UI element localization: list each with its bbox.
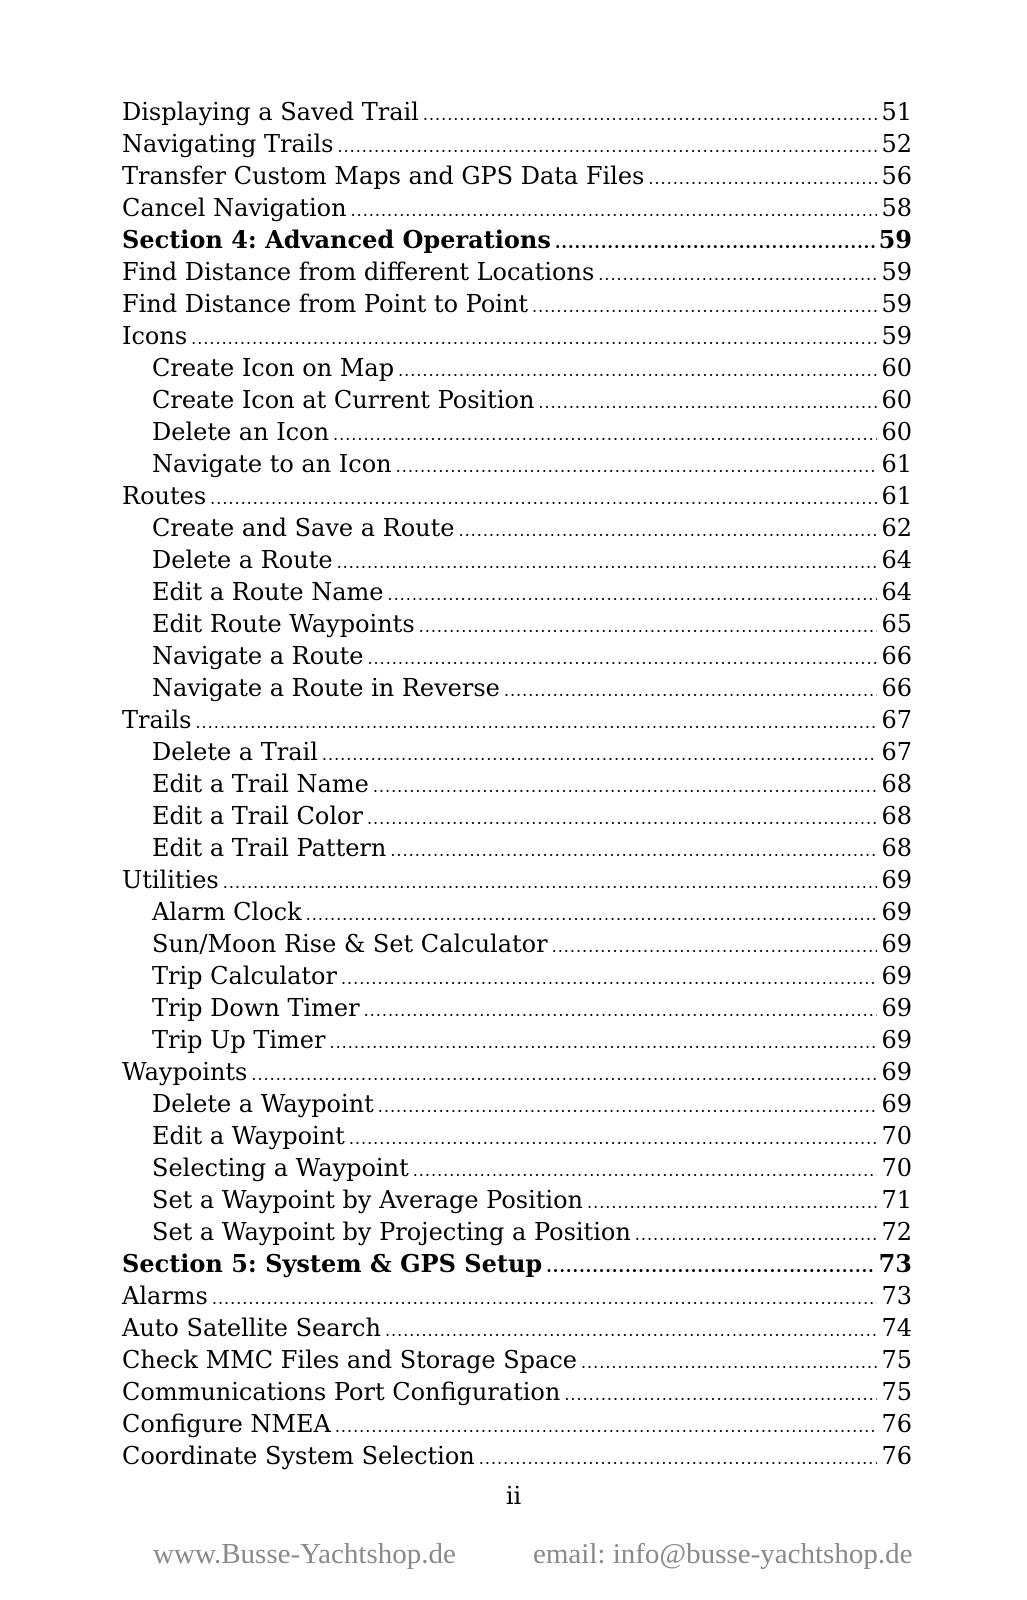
toc-entry [122,1088,912,1120]
toc-entry-title: Waypoints [122,1058,248,1086]
toc-entry-title: Create Icon on Map [152,354,395,382]
toc-dot-leader [564,1379,877,1411]
toc-entry-page: 59 [878,225,912,254]
toc-dot-leader [390,835,877,867]
toc-dot-leader [212,1283,878,1315]
toc-entry-title: Edit a Trail Color [152,802,363,830]
toc-dot-leader [423,99,878,131]
toc-entry-page: 51 [881,98,912,126]
toc-entry-page: 56 [881,162,912,190]
toc-entry-page: 59 [881,290,912,318]
toc-dot-leader [378,1091,878,1123]
toc-entry [122,288,912,320]
toc-dot-leader [504,675,878,707]
toc-entry-title: Trip Up Timer [152,1026,326,1054]
toc-entry-title: Delete a Route [152,546,333,574]
toc-dot-leader [349,1123,878,1155]
toc-entry-title: Auto Satellite Search [122,1314,381,1342]
toc-entry [122,96,912,128]
toc-entry [122,416,912,448]
toc-entry-page: 65 [881,610,912,638]
toc-entry [122,672,912,704]
toc-entry-page: 68 [881,770,912,798]
toc-dot-leader [398,355,877,387]
toc-entry-title: Set a Waypoint by Average Position [152,1186,584,1214]
toc-dot-leader [364,995,878,1027]
toc-dot-leader [306,899,878,931]
toc-entry-page: 69 [881,1090,912,1118]
toc-entry-title: Coordinate System Selection [122,1442,475,1470]
toc-entry [122,1280,912,1312]
toc-dot-leader [555,227,875,259]
toc-entry-title: Section 5: System & GPS Setup [122,1249,543,1278]
toc-entry-page: 69 [881,930,912,958]
toc-entry-title: Navigate to an Icon [152,450,392,478]
toc-dot-leader [532,291,877,323]
toc-entry [122,512,912,544]
toc-entry [122,1408,912,1440]
toc-entry [122,1440,912,1472]
toc-dot-leader [396,451,878,483]
toc-dot-leader [333,419,877,451]
toc-dot-leader [210,483,877,515]
toc-dot-leader [538,387,877,419]
toc-entry-title: Edit Route Waypoints [152,610,415,638]
toc-entry-title: Delete a Waypoint [152,1090,374,1118]
toc-entry-title: Find Distance from Point to Point [122,290,529,318]
toc-dot-leader [367,803,878,835]
toc-entry-page: 60 [881,386,912,414]
toc-entry-title: Navigating Trails [122,130,334,158]
toc-section-heading [122,224,912,256]
toc-entry-page: 66 [881,642,912,670]
toc-entry-page: 52 [881,130,912,158]
toc-entry-title: Edit a Waypoint [152,1122,345,1150]
toc-dot-leader [648,163,877,195]
toc-entry [122,1120,912,1152]
toc-dot-leader [546,1251,874,1283]
toc-entry-title: Navigate a Route [152,642,364,670]
toc-entry-title: Create and Save a Route [152,514,455,542]
toc-entry [122,384,912,416]
toc-entry-title: Trip Calculator [152,962,337,990]
toc-entry [122,960,912,992]
toc-section-heading [122,1248,912,1280]
toc-entry-title: Trip Down Timer [152,994,360,1022]
toc-entry-title: Trails [122,706,192,734]
toc-entry-page: 70 [881,1122,912,1150]
toc-entry-page: 62 [881,514,912,542]
toc-entry-title: Edit a Trail Pattern [152,834,387,862]
toc-dot-leader [251,1059,877,1091]
toc-entry-title: Edit a Route Name [152,578,384,606]
toc-dot-leader [341,963,878,995]
footer-email: email: info@busse-yachtshop.de [533,1538,913,1570]
toc-entry-page: 60 [881,418,912,446]
toc-dot-leader [388,579,878,611]
toc-entry-page: 64 [881,578,912,606]
toc-entry-page: 70 [881,1154,912,1182]
toc-entry-page: 64 [881,546,912,574]
toc-entry [122,1056,912,1088]
toc-dot-leader [373,771,878,803]
toc-entry-page: 69 [881,962,912,990]
toc-entry-page: 69 [881,898,912,926]
toc-entry [122,1376,912,1408]
toc-dot-leader [479,1443,878,1475]
toc-entry-page: 72 [881,1218,912,1246]
toc-dot-leader [223,867,878,899]
toc-dot-leader [367,643,877,675]
toc-entry-page: 75 [881,1378,912,1406]
toc-entry-title: Edit a Trail Name [152,770,369,798]
toc-entry-title: Communications Port Configuration [122,1378,561,1406]
toc-entry-page: 76 [881,1410,912,1438]
toc-entry-page: 75 [881,1346,912,1374]
toc-entry-page: 60 [881,354,912,382]
page-number: ii [505,1482,522,1510]
toc-entry-title: Utilities [122,866,219,894]
toc-entry [122,896,912,928]
toc-dot-leader [195,707,877,739]
toc-entry [122,704,912,736]
toc-dot-leader [587,1187,877,1219]
toc-dot-leader [337,547,878,579]
toc-entry [122,992,912,1024]
toc-entry [122,608,912,640]
toc-dot-leader [385,1315,878,1347]
toc-entry [122,800,912,832]
toc-entry [122,1184,912,1216]
toc-entry [122,576,912,608]
toc-entry [122,352,912,384]
toc-dot-leader [413,1155,878,1187]
toc-entry-page: 59 [881,258,912,286]
toc-dot-leader [635,1219,878,1251]
toc-entry [122,864,912,896]
toc-entry-page: 71 [881,1186,912,1214]
toc-entry-title: Navigate a Route in Reverse [152,674,500,702]
toc-entry [122,1344,912,1376]
toc-entry [122,928,912,960]
toc-entry [122,1024,912,1056]
toc-entry-page: 69 [881,994,912,1022]
toc-entry [122,1152,912,1184]
toc-dot-leader [329,1027,877,1059]
toc-entry [122,192,912,224]
toc-dot-leader [552,931,878,963]
toc-entry-title: Icons [122,322,188,350]
toc-entry-page: 74 [881,1314,912,1342]
toc-entry [122,128,912,160]
toc-entry [122,640,912,672]
toc-entry-page: 58 [881,194,912,222]
toc-entry-title: Cancel Navigation [122,194,347,222]
table-of-contents [122,96,912,1472]
toc-entry [122,448,912,480]
toc-entry [122,320,912,352]
toc-dot-leader [337,131,877,163]
toc-dot-leader [581,1347,877,1379]
toc-entry-page: 76 [881,1442,912,1470]
toc-entry [122,768,912,800]
toc-entry-title: Sun/Moon Rise & Set Calculator [152,930,548,958]
toc-dot-leader [458,515,877,547]
toc-entry-page: 69 [881,866,912,894]
toc-entry-title: Transfer Custom Maps and GPS Data Files [122,162,645,190]
toc-entry [122,1312,912,1344]
toc-entry-title: Find Distance from different Locations [122,258,595,286]
toc-entry-page: 67 [881,738,912,766]
toc-dot-leader [351,195,878,227]
toc-entry [122,480,912,512]
toc-dot-leader [598,259,877,291]
toc-entry-title: Configure NMEA [122,1410,331,1438]
toc-entry-page: 61 [881,482,912,510]
toc-entry-title: Routes [122,482,207,510]
toc-entry-page: 61 [881,450,912,478]
toc-entry-title: Delete a Trail [152,738,318,766]
toc-dot-leader [419,611,878,643]
toc-entry [122,544,912,576]
toc-entry-title: Set a Waypoint by Projecting a Position [152,1218,631,1246]
toc-entry [122,256,912,288]
toc-entry-title: Delete an Icon [152,418,330,446]
toc-entry-title: Alarm Clock [152,898,302,926]
toc-dot-leader [335,1411,878,1443]
toc-entry [122,160,912,192]
toc-entry-page: 67 [881,706,912,734]
toc-entry-page: 66 [881,674,912,702]
toc-entry-page: 69 [881,1026,912,1054]
toc-dot-leader [322,739,878,771]
toc-entry [122,832,912,864]
toc-entry-title: Selecting a Waypoint [152,1154,409,1182]
toc-entry-title: Section 4: Advanced Operations [122,225,551,254]
toc-entry [122,736,912,768]
toc-entry-title: Create Icon at Current Position [152,386,535,414]
toc-entry [122,1216,912,1248]
footer-website: www.Busse-Yachtshop.de [153,1538,456,1570]
toc-entry-page: 73 [881,1282,912,1310]
toc-entry-title: Check MMC Files and Storage Space [122,1346,577,1374]
toc-entry-title: Alarms [122,1282,208,1310]
toc-entry-page: 59 [881,322,912,350]
toc-dot-leader [191,323,877,355]
toc-entry-page: 68 [881,834,912,862]
toc-entry-page: 68 [881,802,912,830]
toc-entry-title: Displaying a Saved Trail [122,98,419,126]
toc-entry-page: 69 [881,1058,912,1086]
toc-entry-page: 73 [878,1249,912,1278]
